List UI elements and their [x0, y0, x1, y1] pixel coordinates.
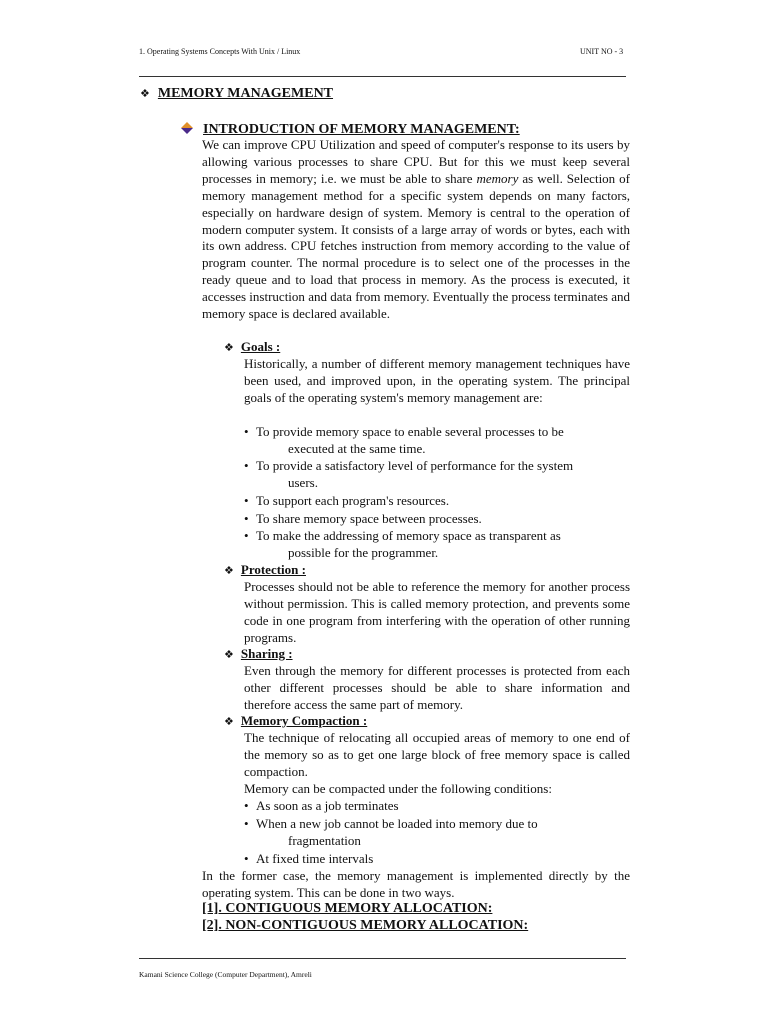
diamond-bullet-icon: ❖ — [224, 564, 234, 577]
diamond-bullet-icon: ❖ — [224, 648, 234, 661]
diamond-bullet-icon: ❖ — [224, 341, 234, 354]
goals-paragraph: Historically, a number of different memory management techniques have been used, and improved upon, in the operating system. The principal goals of the operating system's memory management are: — [244, 356, 630, 405]
diamond-bullet-icon: ❖ — [224, 715, 234, 728]
header-right: UNIT NO - 3 — [580, 47, 624, 56]
footer-text: Kamani Science College (Computer Department), Amreli — [139, 970, 312, 979]
compaction-bullet: • As soon as a job terminates — [244, 798, 399, 813]
goal-bullet: • To share memory space between processes. — [244, 511, 482, 526]
diamond-bullet-icon: ❖ — [140, 87, 150, 100]
goal-bullet: • To support each program's resources. — [244, 493, 450, 508]
header-rule — [139, 76, 626, 77]
compaction-conditions-intro: Memory can be compacted under the following conditions: — [244, 781, 552, 796]
noncontiguous-allocation-heading: [2]. NON-CONTIGUOUS MEMORY ALLOCATION: — [202, 918, 529, 933]
goal-bullet: • To provide a satisfactory level of performance for the system users. — [244, 458, 574, 490]
page-title: ❖ MEMORY MANAGEMENT — [140, 86, 334, 101]
goal-bullet: • To make the addressing of memory space as transparent as possible for the programmer. — [244, 528, 561, 560]
protection-paragraph: Processes should not be able to reference the memory for another process without permission. This is called memory protection, and prevents some code in one program from interfering with the operation of other running programs. — [244, 579, 630, 645]
intro-paragraph: We can improve CPU Utilization and speed of computer's response to its users by allowing various processes to share CPU. But for this we must keep several processes in memory; i.e. we must be able to share memory as well. Selection of memory management method for a specific system depends on many factors, especially on hardware design of system. Memory is central to the operation of modern computer system. It consists of a large array of words or bytes, each with its own address. CPU fetches instruction from memory according to the value of program counter. The normal procedure is to select one of the processes in the ready queue and to load that process in memory. As the process is executed, it accesses instruction and data from memory. Eventually the process terminates and memory space is declared available. — [202, 137, 630, 322]
contiguous-allocation-heading: [1]. CONTIGUOUS MEMORY ALLOCATION: — [202, 901, 493, 916]
goal-bullet: • To provide memory space to enable several processes to be executed at the same time. — [244, 424, 564, 456]
arrow-bullet-icon — [181, 122, 193, 134]
compaction-heading: ❖ Memory Compaction : — [224, 713, 368, 728]
former-case-paragraph: In the former case, the memory management is implemented directly by the operating system. This can be done in two ways. — [202, 868, 630, 900]
protection-heading: ❖ Protection : — [224, 562, 306, 577]
header-left: 1. Operating Systems Concepts With Unix / Linux — [139, 47, 301, 56]
compaction-bullet: • When a new job cannot be loaded into memory due to fragmentation — [244, 816, 538, 848]
compaction-paragraph: The technique of relocating all occupied areas of memory to one end of the memory so as to get one large block of free memory space is called compaction. — [244, 730, 630, 779]
footer-rule — [139, 958, 626, 959]
sharing-heading: ❖ Sharing : — [224, 646, 293, 661]
intro-heading: INTRODUCTION OF MEMORY MANAGEMENT: — [181, 121, 520, 138]
goals-heading: ❖ Goals : — [224, 339, 281, 354]
compaction-bullet: • At fixed time intervals — [244, 851, 374, 866]
sharing-paragraph: Even through the memory for different processes is protected from each other different processes should be able to share information and therefore access the same part of memory. — [244, 663, 630, 712]
